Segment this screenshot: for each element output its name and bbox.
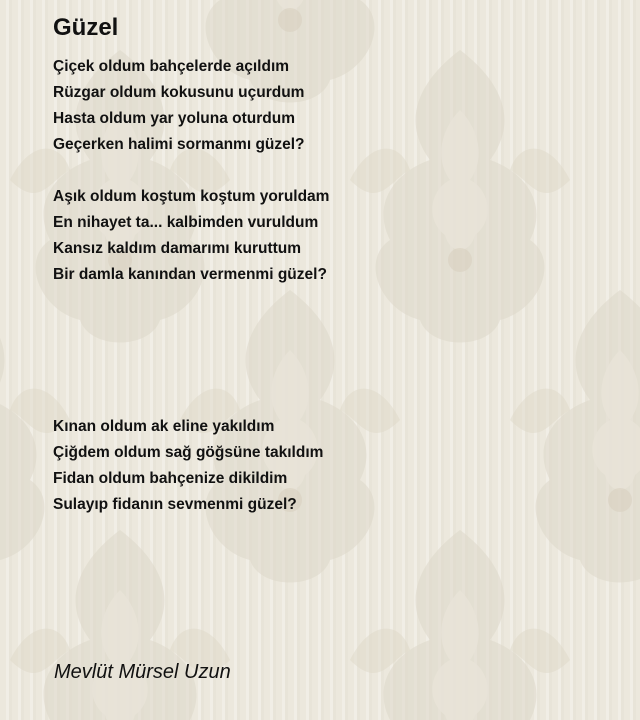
stanza-1 — [53, 54, 305, 158]
poem-line: Rüzgar oldum kokusunu uçurdum — [53, 84, 305, 101]
poem-line: Hasta oldum yar yoluna oturdum — [53, 110, 296, 127]
poem-line: Çiğdem oldum sağ göğsüne takıldım — [53, 444, 324, 461]
poem-title: Güzel — [53, 14, 119, 41]
poem-line: Aşık oldum koştum koştum yoruldam — [53, 188, 330, 205]
stanza-2 — [53, 184, 329, 288]
stanza-3 — [53, 414, 323, 518]
poem-line: En nihayet ta... kalbimden vuruldum — [53, 214, 319, 231]
poem-line: Sulayıp fidanın sevmenmi güzel? — [53, 496, 297, 513]
poem-line: Bir damla kanından vermenmi güzel? — [53, 266, 327, 283]
poem-line: Kınan oldum ak eline yakıldım — [53, 418, 275, 435]
poem-line: Kansız kaldım damarımı kuruttum — [53, 240, 302, 257]
poem-line: Geçerken halimi sormanmı güzel? — [53, 136, 305, 153]
poem-line: Fidan oldum bahçenize dikildim — [53, 470, 288, 487]
poem-author: Mevlüt Mürsel Uzun — [54, 661, 231, 683]
poem-line: Çiçek oldum bahçelerde açıldım — [53, 58, 290, 75]
